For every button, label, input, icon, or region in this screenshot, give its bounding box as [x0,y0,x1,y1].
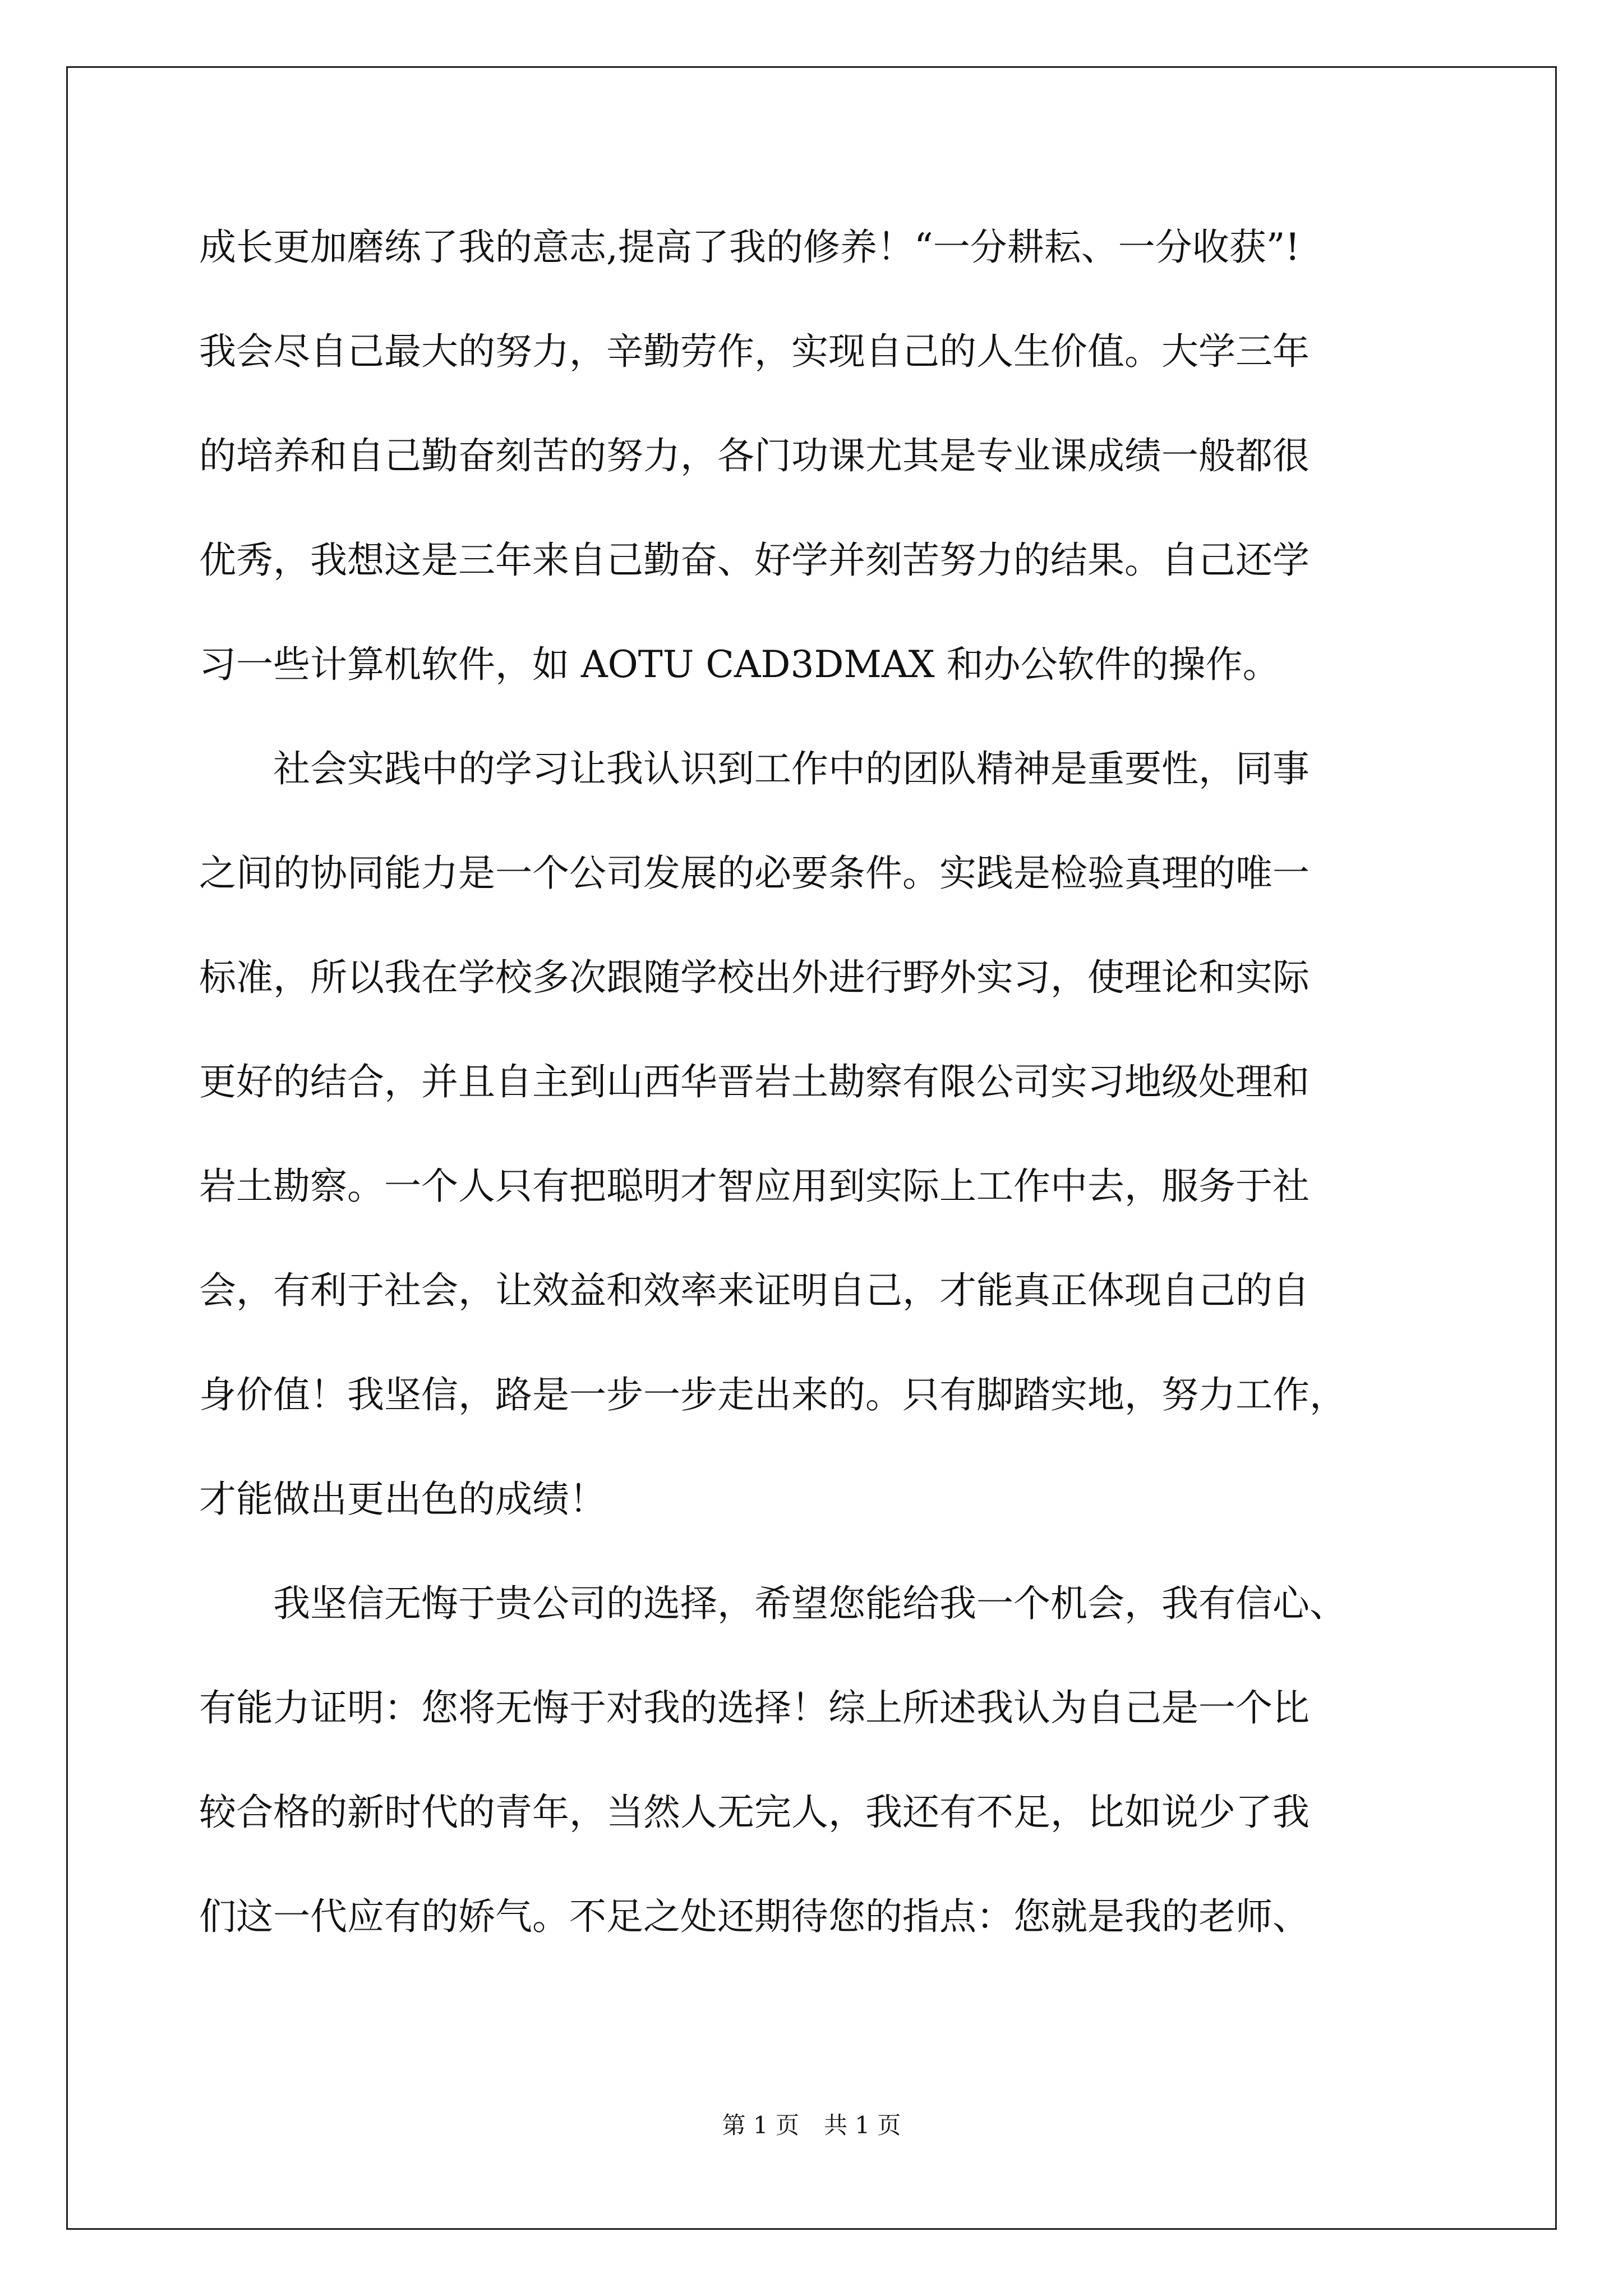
text-line: 的培养和自己勤奋刻苦的努力，各门功课尤其是专业课成绩一般都很 [199,434,1310,477]
text-line: 较合格的新时代的青年，当然人无完人，我还有不足，比如说少了我 [199,1791,1310,1834]
text-line: 优秀，我想这是三年来自己勤奋、好学并刻苦努力的结果。自己还学 [199,539,1310,582]
text-line: 们这一代应有的娇气。不足之处还期待您的指点：您就是我的老师、 [199,1895,1310,1938]
text-line: 标准，所以我在学校多次跟随学校出外进行野外实习，使理论和实际 [199,956,1310,999]
text-line: 会，有利于社会，让效益和效率来证明自己，才能真正体现自己的自 [199,1269,1310,1312]
text-line: 更好的结合，并且自主到山西华晋岩土勘察有限公司实习地级处理和 [199,1060,1310,1103]
text-line: 我会尽自己最大的努力，辛勤劳作，实现自己的人生价值。大学三年 [199,330,1310,373]
page-footer [0,2111,1623,2139]
text-line: 才能做出更出色的成绩！ [199,1478,606,1521]
text-line: 习一些计算机软件，如 AOTU CAD3DMAX 和办公软件的操作。 [199,643,1280,686]
text-line: 之间的协同能力是一个公司发展的必要条件。实践是检验真理的唯一 [199,852,1310,895]
text-line: 岩土勘察。一个人只有把聪明才智应用到实际上工作中去，服务于社 [199,1165,1310,1208]
text-line: 我坚信无悔于贵公司的选择，希望您能给我一个机会，我有信心、 [199,1582,1347,1625]
page-number: 第 1 页 [722,2111,799,2139]
page-total: 共 1 页 [824,2111,901,2139]
text-line: 成长更加磨练了我的意志,提高了我的修养！“一分耕耘、一分收获”! [199,226,1300,269]
text-line: 有能力证明：您将无悔于对我的选择！综上所述我认为自己是一个比 [199,1686,1310,1729]
text-line: 社会实践中的学习让我认识到工作中的团队精神是重要性，同事 [199,747,1310,790]
text-line: 身价值！我坚信，路是一步一步走出来的。只有脚踏实地，努力工作， [199,1373,1347,1416]
